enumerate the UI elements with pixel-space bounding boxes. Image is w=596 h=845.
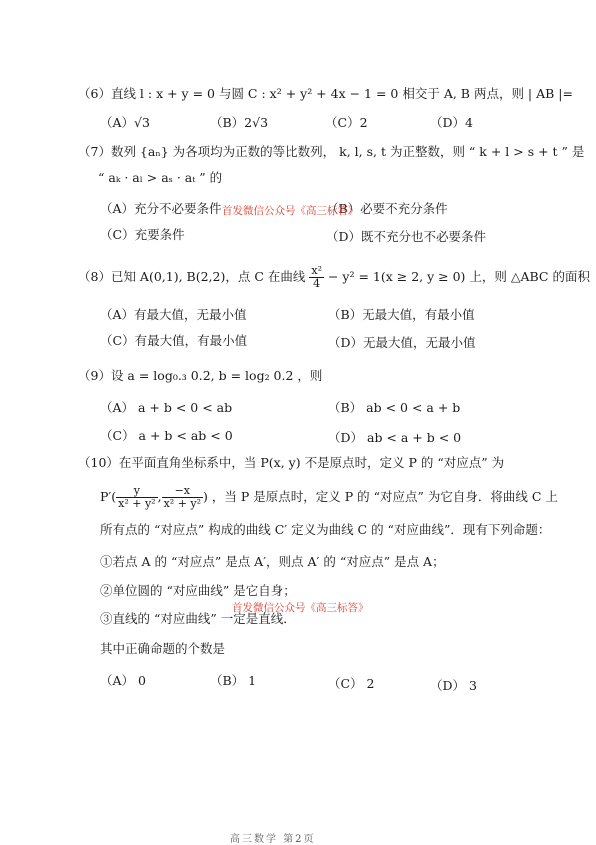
q7-option-a: （A）充分不必要条件 xyxy=(100,201,222,216)
q10-option-b: （B） 1 xyxy=(210,673,257,688)
q8-stem xyxy=(78,265,590,290)
q9-stem: （9）设 a = log₀.₃ 0.2, b = log₂ 0.2 ，则 xyxy=(78,368,323,383)
q8-frac-den: 4 xyxy=(313,277,321,290)
q7-stem: （7）数列 {aₙ} 为各项均为正数的等比数列， k, l, s, t 为正整数，则 “ k + l > s + t ” 是 xyxy=(78,144,585,159)
q10-fraction-2 xyxy=(162,485,203,510)
q8-option-d: （D）无最大值，无最小值 xyxy=(328,335,476,350)
q10-fraction-1 xyxy=(116,485,157,510)
q6-option-d: （D）4 xyxy=(430,115,473,130)
watermark-2: 首发微信公众号《高三标答》 xyxy=(232,602,369,614)
q10-prop-3: ③直线的 “对应曲线” 一定是直线． xyxy=(100,611,296,626)
q10-f1-den: x² + y² xyxy=(118,497,156,510)
q10-definition xyxy=(100,482,558,512)
q7-option-b: （B）必要不充分条件 xyxy=(326,201,448,216)
page-footer: 高三数学 第2页 xyxy=(230,834,316,845)
q9-option-d: （D） ab < a + b < 0 xyxy=(328,430,462,445)
q6-option-c: （C）2 xyxy=(325,115,368,130)
q10-prop-1: ①若点 A 的 “对应点” 是点 A′，则点 A′ 的 “对应点” 是点 A； xyxy=(100,554,445,569)
q10-comma: , xyxy=(157,489,162,504)
q10-f2-den: x² + y² xyxy=(163,497,202,510)
q10-stem3: 所有点的 “对应点” 构成的曲线 C′ 定义为曲线 C 的 “对应曲线”．现有下列命题： xyxy=(100,522,551,537)
q7-option-c: （C）充要条件 xyxy=(100,227,185,242)
q7-option-d: （D）既不充分也不必要条件 xyxy=(326,229,487,244)
watermark-1: 首发微信公众号《高三标答》 xyxy=(222,205,359,217)
q8-frac-num: x² xyxy=(311,264,322,277)
q10-option-d: （D） 3 xyxy=(430,678,477,693)
q10-option-c: （C） 2 xyxy=(328,676,375,691)
q8-fraction xyxy=(309,265,324,290)
q10-p-prime: P′( xyxy=(100,489,117,504)
q10-f1-num: y xyxy=(116,485,157,498)
q9-option-a: （A） a + b < 0 < ab xyxy=(100,400,233,415)
q10-stem: （10）在平面直角坐标系中，当 P(x, y) 不是原点时，定义 P 的 “对应点” 为 xyxy=(78,455,505,470)
q8-option-c: （C）有最大值，有最小值 xyxy=(100,333,248,348)
q7-stem-continued: “ aₖ · aₗ > aₛ · aₜ ” 的 xyxy=(98,170,223,185)
q6-option-a: （A）√3 xyxy=(100,115,150,130)
q8-stem-part-a: （8）已知 A(0,1), B(2,2)，点 C 在曲线 xyxy=(78,269,306,284)
q6-stem: （6）直线 l : x + y = 0 与圆 C : x² + y² + 4x − 1 = 0 相交于 A, B 两点，则 | AB |= xyxy=(78,86,573,101)
q9-option-c: （C） a + b < ab < 0 xyxy=(100,428,233,443)
q10-f2-num: −x xyxy=(162,485,203,498)
q10-close-paren: ) xyxy=(203,489,208,504)
q10-ask: 其中正确命题的个数是 xyxy=(100,641,226,656)
q8-option-a: （A）有最大值，无最小值 xyxy=(100,307,247,322)
q10-prop-2: ②单位圆的 “对应曲线” 是它自身； xyxy=(100,583,296,598)
q9-option-b: （B） ab < 0 < a + b xyxy=(328,400,461,415)
q10-option-a: （A） 0 xyxy=(100,673,146,688)
q8-stem-part-b: − y² = 1(x ≥ 2, y ≥ 0) 上，则 △ABC 的面积 xyxy=(327,269,590,284)
q10-stem2-tail: ，当 P 是原点时，定义 P 的 “对应点” 为它自身．将曲线 C 上 xyxy=(211,489,558,504)
q6-option-b: （B）2√3 xyxy=(210,115,269,130)
q8-option-b: （B）无最大值，有最小值 xyxy=(328,307,475,322)
